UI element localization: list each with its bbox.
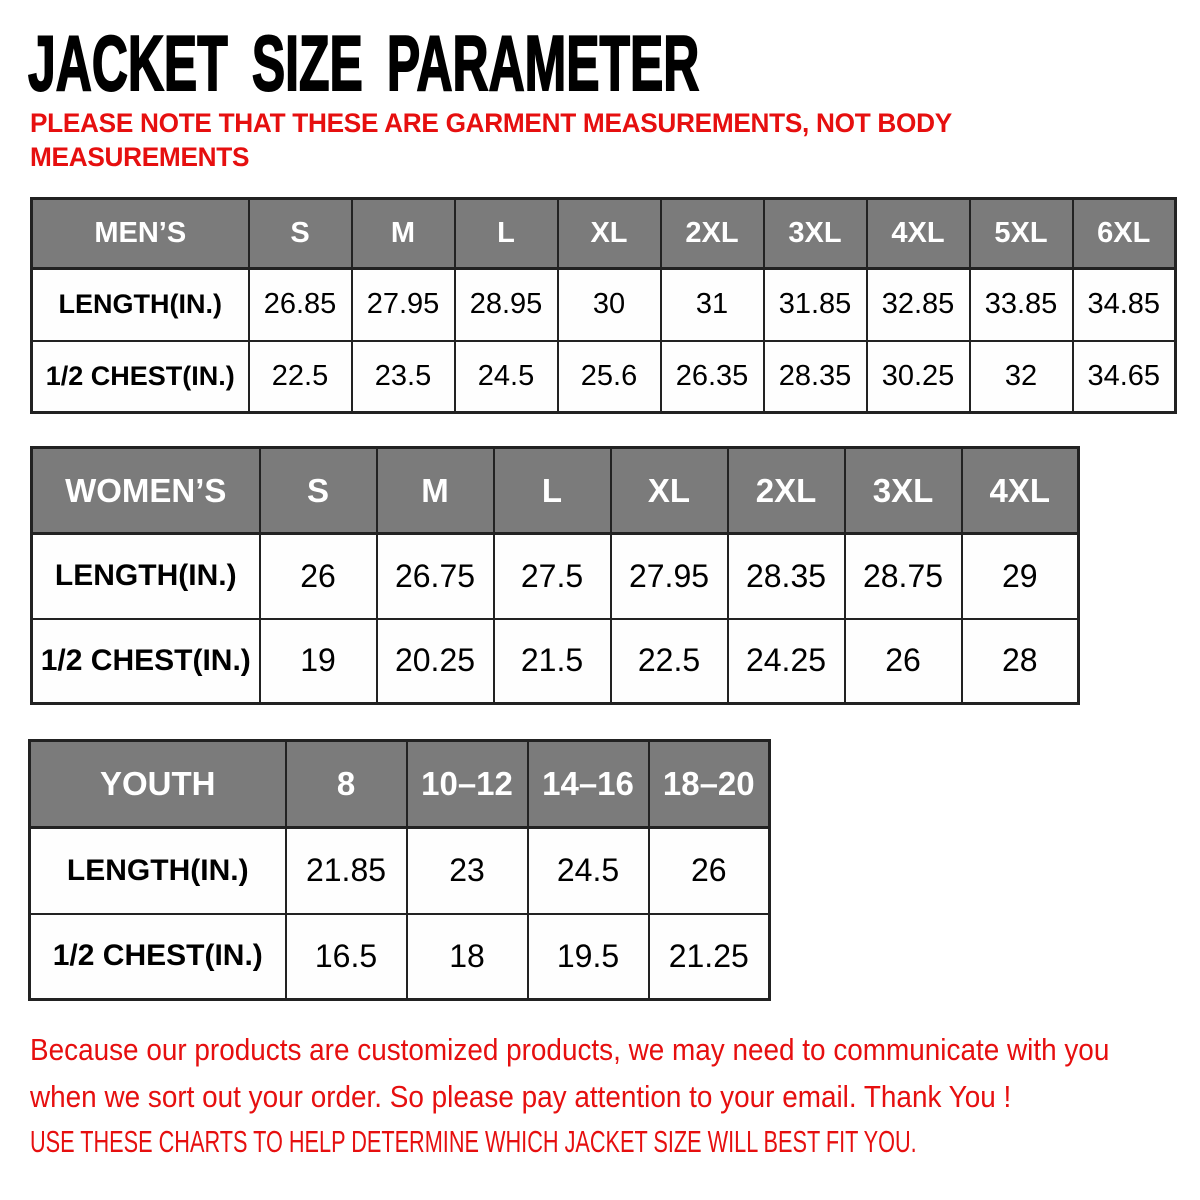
- table-cell: 19: [260, 619, 377, 704]
- table-cell: 32: [970, 341, 1073, 413]
- table-cell: 23.5: [352, 341, 455, 413]
- table-cell: 27.5: [494, 534, 611, 619]
- mens-size-xl: XL: [558, 199, 661, 269]
- table-cell: 28.95: [455, 269, 558, 341]
- mens-length-row: [32, 269, 1176, 341]
- table-cell: 28: [962, 619, 1079, 704]
- table-cell: 20.25: [377, 619, 494, 704]
- table-cell: 26.75: [377, 534, 494, 619]
- mens-size-l: L: [455, 199, 558, 269]
- womens-size-xl: XL: [611, 448, 728, 534]
- customization-notice-line-1: Because our products are customized products, we may need to communicate with you: [30, 1032, 1110, 1067]
- youth-length-label: LENGTH(IN.): [30, 828, 286, 914]
- table-cell: 33.85: [970, 269, 1073, 341]
- garment-measurement-note: [30, 106, 952, 174]
- mens-table-title: MEN’S: [32, 199, 249, 269]
- youth-length-row: [30, 828, 770, 914]
- table-cell: 27.95: [352, 269, 455, 341]
- table-cell: 26.85: [249, 269, 352, 341]
- womens-size-4xl: 4XL: [962, 448, 1079, 534]
- table-cell: 26: [649, 828, 770, 914]
- table-cell: 22.5: [611, 619, 728, 704]
- table-cell: 34.85: [1073, 269, 1176, 341]
- table-cell: 21.5: [494, 619, 611, 704]
- youth-size-18-20: 18–20: [649, 741, 770, 828]
- table-cell: 32.85: [867, 269, 970, 341]
- table-cell: 30: [558, 269, 661, 341]
- womens-header-row: [32, 448, 1079, 534]
- youth-size-table: [28, 739, 771, 1001]
- womens-size-s: S: [260, 448, 377, 534]
- table-cell: 24.25: [728, 619, 845, 704]
- womens-size-m: M: [377, 448, 494, 534]
- womens-length-row: [32, 534, 1079, 619]
- table-cell: 28.75: [845, 534, 962, 619]
- youth-header-row: [30, 741, 770, 828]
- table-cell: 29: [962, 534, 1079, 619]
- table-cell: 30.25: [867, 341, 970, 413]
- mens-chest-row: [32, 341, 1176, 413]
- youth-chest-row: [30, 914, 770, 1000]
- table-cell: 28.35: [728, 534, 845, 619]
- womens-size-3xl: 3XL: [845, 448, 962, 534]
- mens-size-s: S: [249, 199, 352, 269]
- mens-size-2xl: 2XL: [661, 199, 764, 269]
- table-cell: 22.5: [249, 341, 352, 413]
- table-cell: 16.5: [286, 914, 407, 1000]
- table-cell: 34.65: [1073, 341, 1176, 413]
- mens-size-3xl: 3XL: [764, 199, 867, 269]
- table-cell: 27.95: [611, 534, 728, 619]
- womens-size-table: [30, 446, 1080, 705]
- youth-size-14-16: 14–16: [528, 741, 649, 828]
- mens-size-m: M: [352, 199, 455, 269]
- youth-chest-label: 1/2 CHEST(IN.): [30, 914, 286, 1000]
- table-cell: 31: [661, 269, 764, 341]
- womens-length-label: LENGTH(IN.): [32, 534, 260, 619]
- table-cell: 18: [407, 914, 528, 1000]
- womens-size-2xl: 2XL: [728, 448, 845, 534]
- customization-notice-line-2: when we sort out your order. So please pay attention to your email. Thank You !: [30, 1079, 1012, 1114]
- table-cell: 28.35: [764, 341, 867, 413]
- customization-notice: [30, 1026, 1109, 1120]
- mens-chest-label: 1/2 CHEST(IN.): [32, 341, 249, 413]
- mens-size-5xl: 5XL: [970, 199, 1073, 269]
- page-title: JACKET SIZE PARAMETER: [28, 19, 700, 107]
- womens-chest-row: [32, 619, 1079, 704]
- youth-size-10-12: 10–12: [407, 741, 528, 828]
- chart-usage-note: USE THESE CHARTS TO HELP DETERMINE WHICH JACKET SIZE WILL BEST FIT YOU.: [30, 1124, 917, 1159]
- mens-header-row: [32, 199, 1176, 269]
- youth-table-title: YOUTH: [30, 741, 286, 828]
- mens-size-table: [30, 197, 1177, 414]
- table-cell: 21.25: [649, 914, 770, 1000]
- mens-size-4xl: 4XL: [867, 199, 970, 269]
- mens-length-label: LENGTH(IN.): [32, 269, 249, 341]
- table-cell: 24.5: [455, 341, 558, 413]
- table-cell: 26.35: [661, 341, 764, 413]
- table-cell: 31.85: [764, 269, 867, 341]
- womens-size-l: L: [494, 448, 611, 534]
- table-cell: 24.5: [528, 828, 649, 914]
- youth-size-8: 8: [286, 741, 407, 828]
- table-cell: 23: [407, 828, 528, 914]
- table-cell: 25.6: [558, 341, 661, 413]
- table-cell: 19.5: [528, 914, 649, 1000]
- womens-table-title: WOMEN’S: [32, 448, 260, 534]
- womens-chest-label: 1/2 CHEST(IN.): [32, 619, 260, 704]
- note-line-2: MEASUREMENTS: [30, 142, 250, 172]
- table-cell: 21.85: [286, 828, 407, 914]
- table-cell: 26: [845, 619, 962, 704]
- table-cell: 26: [260, 534, 377, 619]
- mens-size-6xl: 6XL: [1073, 199, 1176, 269]
- note-line-1: PLEASE NOTE THAT THESE ARE GARMENT MEASUREMENTS, NOT BODY: [30, 108, 952, 138]
